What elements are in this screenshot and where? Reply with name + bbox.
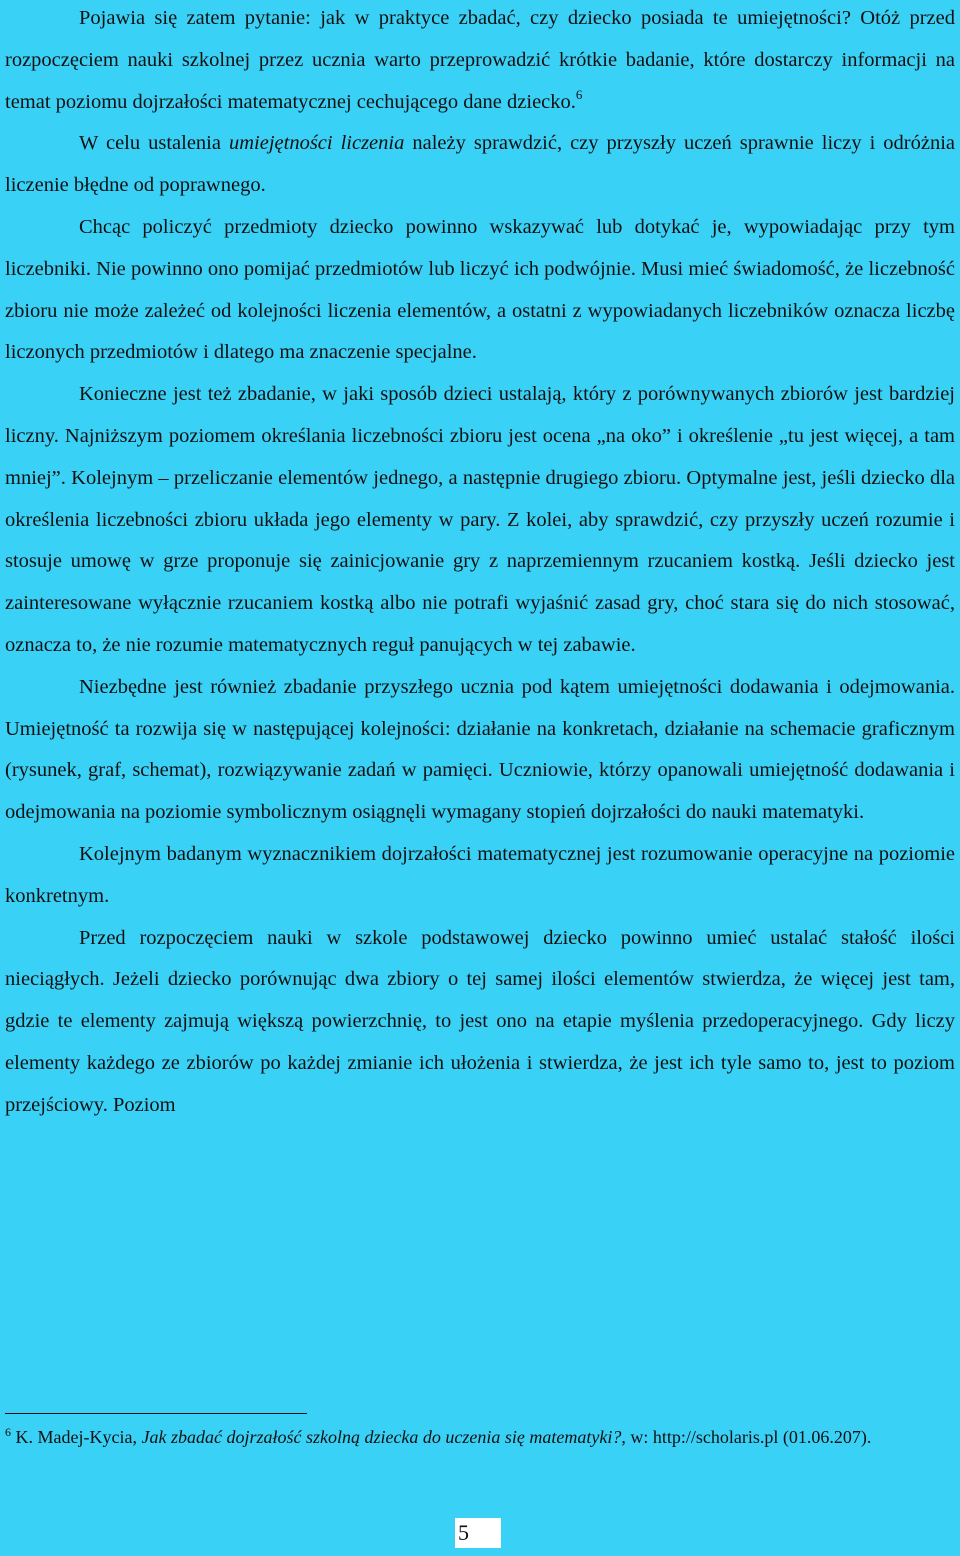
footnote-number: 6 (5, 1425, 11, 1439)
paragraph-conservation (5, 918, 955, 1127)
footnote-reference[interactable]: 6 (575, 86, 583, 102)
footnote-author: K. Madej-Kycia, (11, 1427, 142, 1447)
footnote-divider (5, 1413, 307, 1414)
italic-term: umiejętności liczenia (228, 132, 405, 155)
paragraph-counting-objects (5, 207, 955, 374)
paragraph-addition-subtraction (5, 667, 955, 834)
paragraph-text: Kolejnym badanym wyznacznikiem dojrzałości matematycznej jest rozumowanie operacyjne na poziomie konkretnym. (5, 842, 955, 907)
paragraph-counting-skill (5, 123, 955, 207)
footnote-source: , w: http://scholaris.pl (01.06.207). (621, 1427, 872, 1447)
document-body (5, 0, 955, 1127)
page-number: 5 (455, 1518, 501, 1548)
paragraph-text: Przed rozpoczęciem nauki w szkole podstawowej dziecko powinno umieć ustalać stałość ilości nieciągłych. Jeżeli dziecko porównując dwa zbiory o tej samej ilości elementów stwierdza, że więcej jest tam, gdzie te elementy zajmują większą powierzchnię, to jest ono na etapie myślenia przedoperacyjnego. Gdy liczy elementy każdego ze zbiorów po każdej zmianie ich ułożenia i stwierdza, że jest ich tyle samo to, jest to poziom przejściowy. Poziom (5, 926, 955, 1116)
paragraph-text: Pojawia się zatem pytanie: jak w praktyce zbadać, czy dziecko posiada te umiejętności? Otóż przed rozpoczęciem nauki szkolnej przez ucznia warto przeprowadzić krótkie badanie, które dostarczy informacji na temat poziomu dojrzałości matematycznej cechującego dane dziecko. (5, 7, 955, 113)
footnote (5, 1425, 925, 1449)
paragraph-text: Niezbędne jest również zbadanie przyszłego ucznia pod kątem umiejętności dodawania i odejmowania. Umiejętność ta rozwija się w następującej kolejności: działanie na konkretach, działanie na schemacie graficznym (rysunek, graf, schemat), rozwiązywanie zadań w pamięci. Uczniowie, którzy opanowali umiejętność dodawania i odejmowania na poziomie symbolicznym osiągnęli wymagany stopień dojrzałości do nauki matematyki. (5, 675, 955, 824)
footnote-title: Jak zbadać dojrzałość szkolną dziecka do uczenia się matematyki? (141, 1427, 622, 1447)
paragraph-text: Konieczne jest też zbadanie, w jaki sposób dzieci ustalają, który z porównywanych zbiorów jest bardziej liczny. Najniższym poziomem określania liczebności zbioru jest ocena „na oko” i określenie „tu jest więcej, a tam mniej”. Kolejnym – przeliczanie elementów jednego, a następnie drugiego zbioru. Optymalne jest, jeśli dziecko dla określenia liczebności zbioru układa jego elementy w pary. Z kolei, aby sprawdzić, czy przyszły uczeń rozumie i stosuje umowę w grze proponuje się zainicjowanie gry z naprzemiennym rzucaniem kostką. Jeśli dziecko jest zainteresowane wyłącznie rzucaniem kostką albo nie potrafi wyjaśnić zasad gry, choć stara się do nich stosować, oznacza to, że nie rozumie matematycznych reguł panujących w tej zabawie. (5, 383, 955, 656)
paragraph-text: Chcąc policzyć przedmioty dziecko powinno wskazywać lub dotykać je, wypowiadając przy tym liczebniki. Nie powinno ono pomijać przedmiotów lub liczyć ich podwójnie. Musi mieć świadomość, że liczebność zbioru nie może zależeć od kolejności liczenia elementów, a ostatni z wypowiadanych liczebników oznacza liczbę liczonych przedmiotów i dlatego ma znaczenie specjalne. (5, 215, 955, 364)
paragraph-intro (5, 0, 955, 123)
paragraph-text: należy sprawdzić, czy przyszły uczeń sprawnie liczy i odróżnia liczenie błędne od poprawnego. (5, 132, 956, 197)
paragraph-operational-reasoning (5, 834, 955, 918)
paragraph-comparing-sets (5, 374, 955, 667)
paragraph-text: W celu ustalenia (79, 132, 229, 155)
